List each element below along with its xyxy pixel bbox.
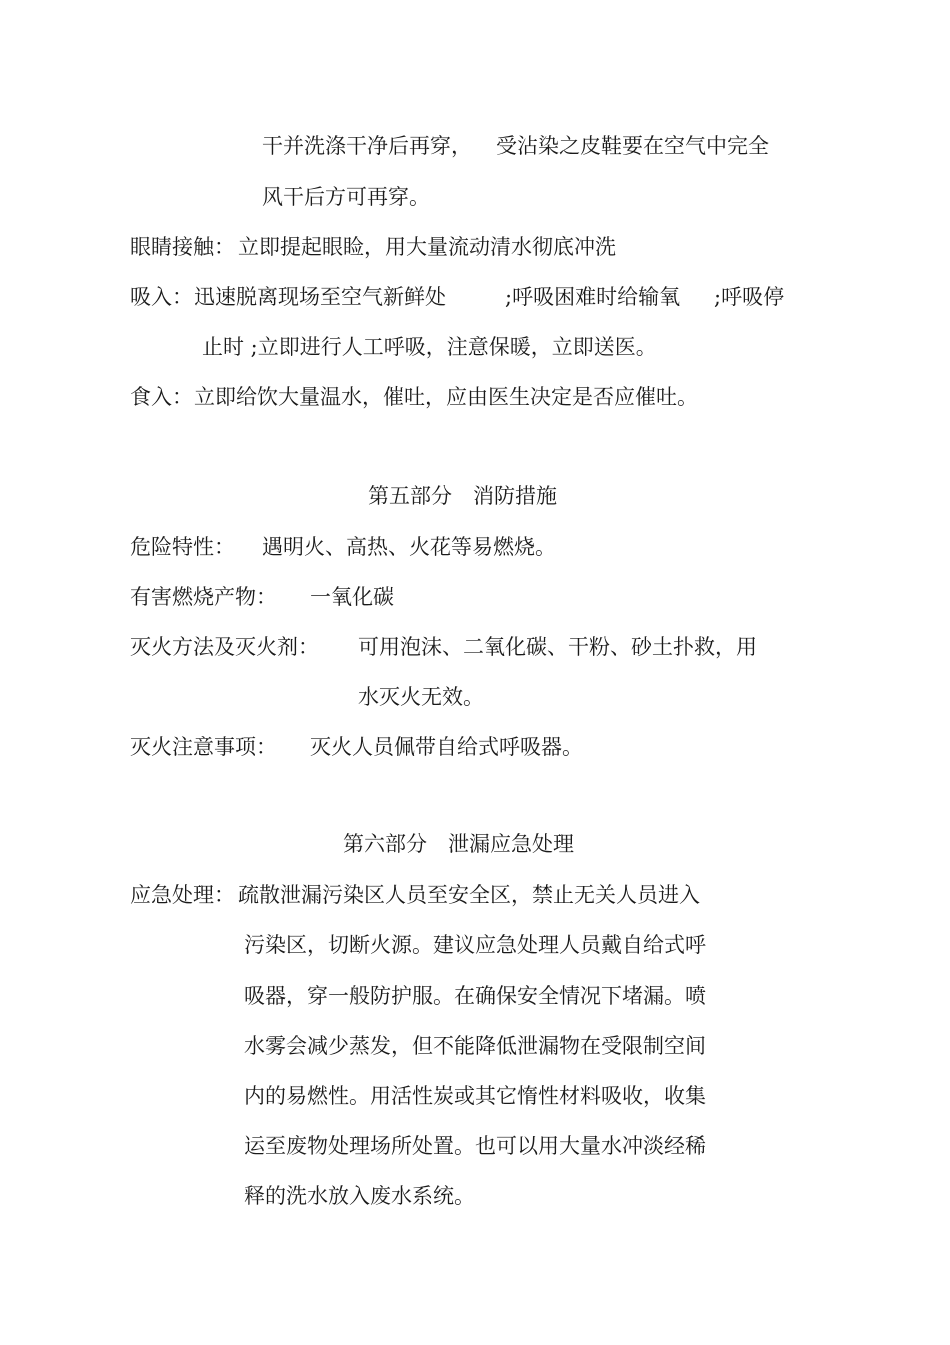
hazard-label: 危险特性： — [130, 535, 235, 559]
section-5-title: 第五部分 消防措施 — [368, 484, 557, 508]
inhalation-label: 吸入： — [130, 285, 193, 309]
extinguishing-method-label: 灭火方法及灭火剂： — [130, 635, 319, 659]
skin-contact-text-line-2: 风干后方可再穿。 — [262, 185, 430, 209]
inhalation-text-line-2: 止时 ;立即进行人工呼吸，注意保暖，立即送医。 — [202, 335, 657, 359]
emergency-response-text-line: 水雾会减少蒸发，但不能降低泄漏物在受限制空间 — [244, 1034, 706, 1058]
ingestion-text: 立即给饮大量温水，催吐，应由医生决定是否应催吐。 — [194, 385, 698, 409]
emergency-response-text-line: 疏散泄漏污染区人员至安全区，禁止无关人员进入 — [238, 883, 700, 907]
emergency-response-text-line: 污染区，切断火源。建议应急处理人员戴自给式呼 — [244, 933, 706, 957]
eye-contact-label: 眼睛接触： — [130, 235, 235, 259]
emergency-response-text-line: 内的易燃性。用活性炭或其它惰性材料吸收，收集 — [244, 1084, 706, 1108]
skin-contact-text-line-1b: 受沾染之皮鞋要在空气中完全 — [496, 134, 769, 158]
emergency-response-text-line: 运至废物处理场所处置。也可以用大量水冲淡经稀 — [244, 1134, 706, 1158]
emergency-response-text-line: 释的洗水放入废水系统。 — [244, 1184, 475, 1208]
firefighting-notes-label: 灭火注意事项： — [130, 735, 277, 759]
emergency-response-text-line: 吸器，穿一般防护服。在确保安全情况下堵漏。喷 — [244, 984, 706, 1008]
firefighting-notes-text: 灭火人员佩带自给式呼吸器。 — [310, 735, 583, 759]
inhalation-text-a: 迅速脱离现场至空气新鲜处 — [194, 285, 446, 309]
inhalation-text-b: ;呼吸困难时给输氧 — [505, 285, 681, 309]
inhalation-text-c: ;呼吸停 — [714, 285, 785, 309]
extinguishing-method-text-2: 水灭火无效。 — [358, 685, 484, 709]
eye-contact-text: 立即提起眼睑，用大量流动清水彻底冲洗 — [238, 235, 616, 259]
hazard-text: 遇明火、高热、火花等易燃烧。 — [262, 535, 556, 559]
extinguishing-method-text-1: 可用泡沫、二氧化碳、干粉、砂土扑救，用 — [358, 635, 757, 659]
skin-contact-text-line-1a: 干并洗涤干净后再穿， — [262, 134, 472, 158]
ingestion-label: 食入： — [130, 385, 193, 409]
emergency-response-label: 应急处理： — [130, 883, 235, 907]
combustion-products-text: 一氧化碳 — [310, 585, 394, 609]
combustion-products-label: 有害燃烧产物： — [130, 585, 277, 609]
section-6-title: 第六部分 泄漏应急处理 — [343, 832, 574, 856]
